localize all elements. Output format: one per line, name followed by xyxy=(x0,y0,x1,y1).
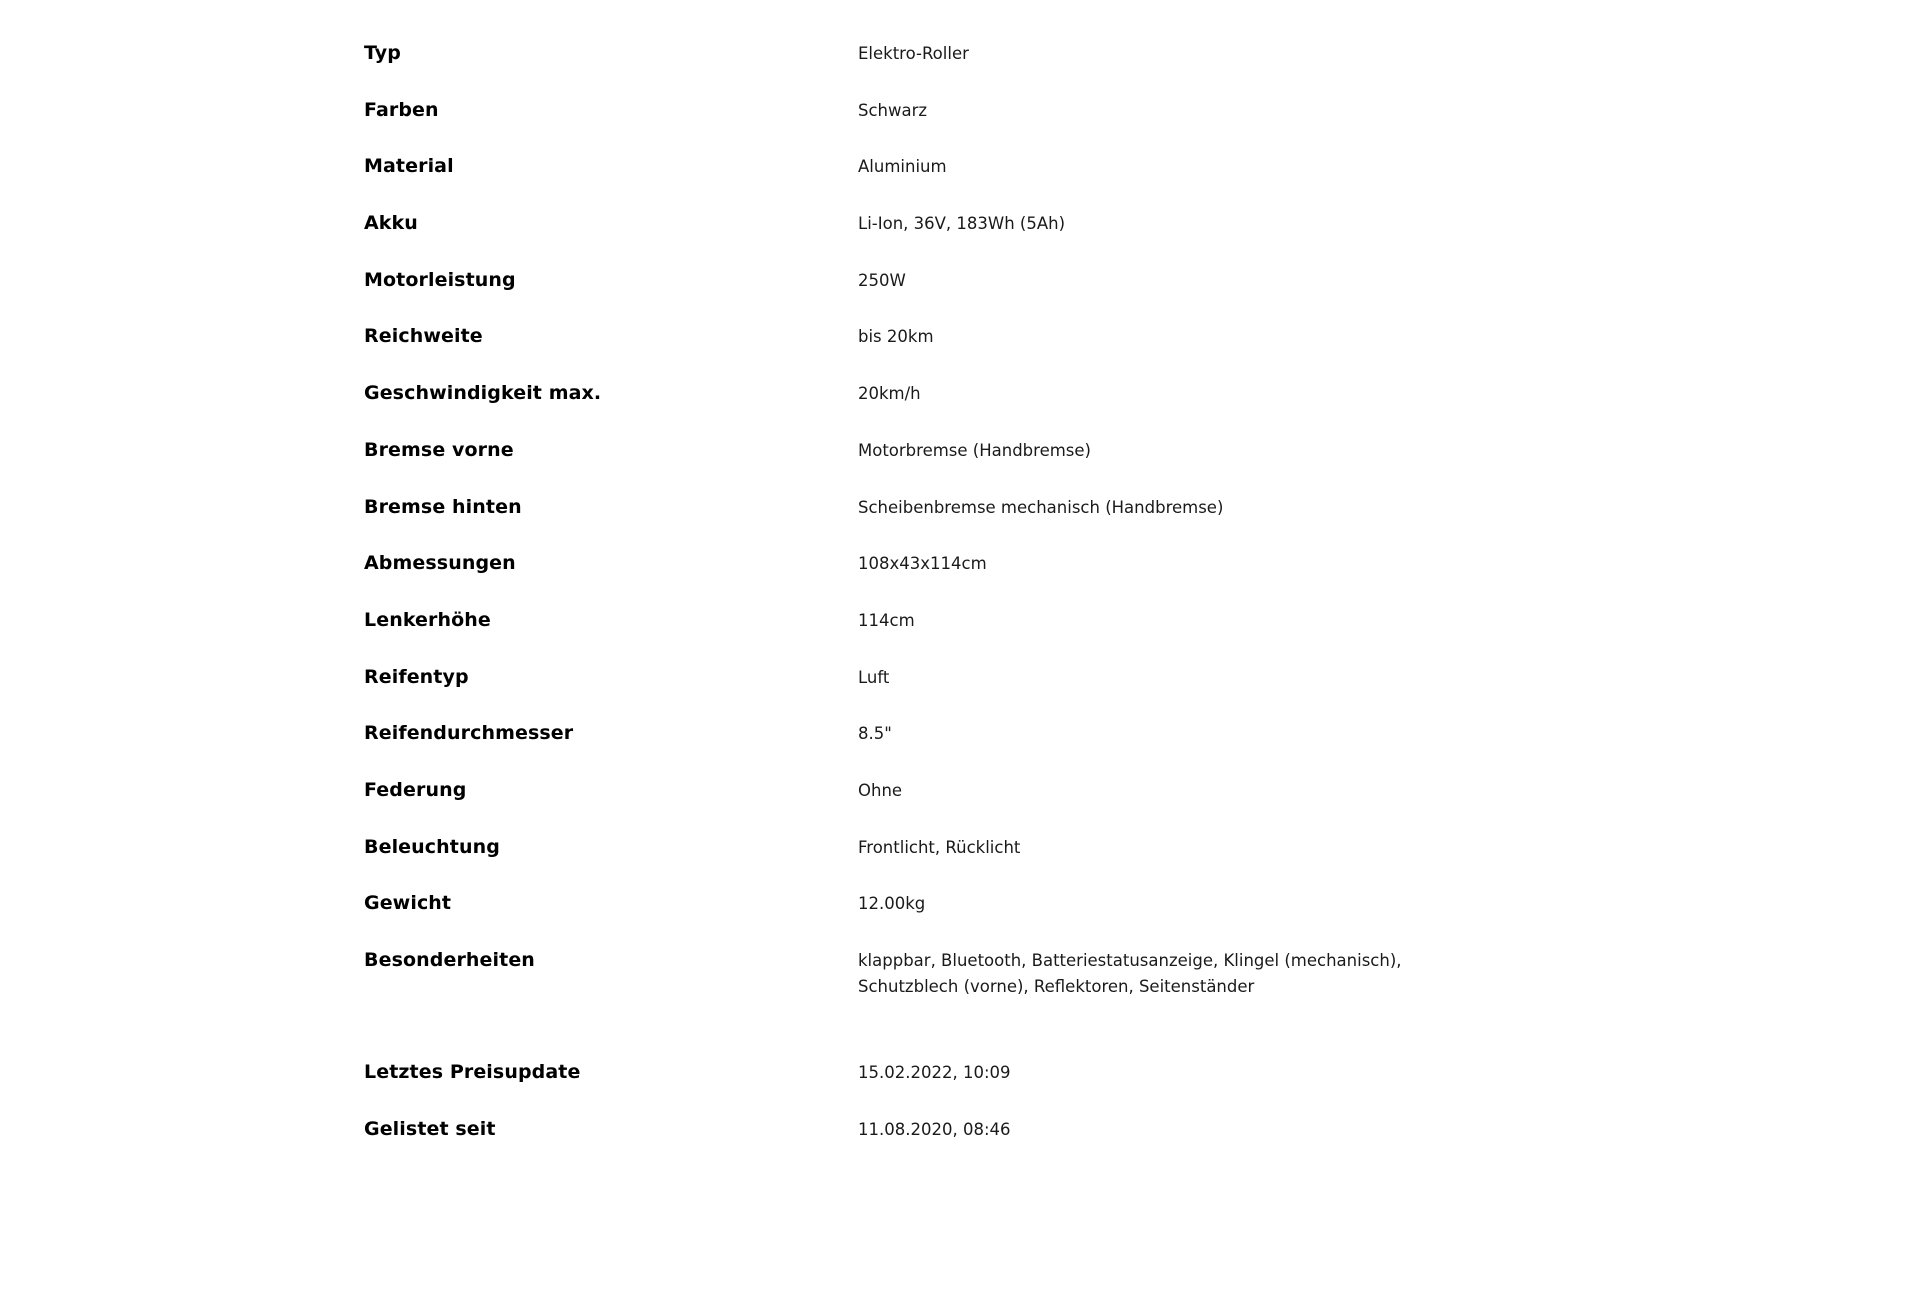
spec-label: Lenkerhöhe xyxy=(364,608,491,631)
spec-value: Schwarz xyxy=(858,100,928,120)
spec-value: 108x43x114cm xyxy=(858,554,987,574)
spec-section-divider xyxy=(364,1035,1464,1059)
spec-value: 12.00kg xyxy=(858,894,926,914)
spec-label: Akku xyxy=(364,212,418,235)
spec-label: Reifendurchmesser xyxy=(364,722,574,745)
spec-label: Besonderheiten xyxy=(364,949,535,971)
spec-row-gewicht xyxy=(364,890,1464,947)
spec-row-abmessungen xyxy=(364,550,1464,607)
spec-row-typ xyxy=(364,40,1464,97)
spec-row-farben xyxy=(364,97,1464,154)
spec-label: Motorleistung xyxy=(364,268,516,291)
spec-value: Ohne xyxy=(858,780,903,800)
spec-label: Typ xyxy=(364,42,401,64)
spec-value: Motorbremse (Handbremse) xyxy=(858,440,1091,460)
spec-value: 20km/h xyxy=(858,384,921,404)
spec-value: Elektro-Roller xyxy=(858,44,969,63)
spec-value: Scheibenbremse mechanisch (Handbremse) xyxy=(858,497,1224,517)
spec-label: Farben xyxy=(364,98,439,121)
spec-value: bis 20km xyxy=(858,327,934,347)
spec-label: Beleuchtung xyxy=(364,835,500,858)
spec-value: 250W xyxy=(858,270,906,290)
spec-row-reichweite xyxy=(364,323,1464,380)
spec-row-material xyxy=(364,153,1464,210)
spec-value: 8.5" xyxy=(858,724,892,744)
spec-label: Material xyxy=(364,155,454,178)
spec-value: Luft xyxy=(858,667,890,687)
meta-row-preisupdate xyxy=(364,1059,1464,1116)
spec-label: Bremse vorne xyxy=(364,438,514,461)
spec-row-federung xyxy=(364,777,1464,834)
spec-label: Geschwindigkeit max. xyxy=(364,382,602,405)
spec-row-bremse-vorne xyxy=(364,437,1464,494)
spec-value: Frontlicht, Rücklicht xyxy=(858,837,1021,857)
spec-row-reifentyp xyxy=(364,664,1464,721)
meta-value: 15.02.2022, 10:09 xyxy=(858,1063,1011,1082)
spec-label: Federung xyxy=(364,778,467,801)
meta-label: Letztes Preisupdate xyxy=(364,1061,581,1083)
spec-label: Abmessungen xyxy=(364,552,516,575)
spec-row-motorleistung xyxy=(364,267,1464,324)
spec-label: Reifentyp xyxy=(364,665,469,688)
spec-row-lenkerhoehe xyxy=(364,607,1464,664)
spec-value: Aluminium xyxy=(858,157,947,177)
spec-row-akku xyxy=(364,210,1464,267)
spec-row-besonderheiten xyxy=(364,947,1464,1035)
spec-row-geschwindigkeit xyxy=(364,380,1464,437)
spec-value: 114cm xyxy=(858,610,915,630)
spec-label: Bremse hinten xyxy=(364,495,522,518)
spec-value: klappbar, Bluetooth, Batteriestatusanzeige, Klingel (mechanisch), Schutzblech (vorne), Reflektoren, Seitenständer xyxy=(858,951,1402,996)
meta-value: 11.08.2020, 08:46 xyxy=(858,1119,1011,1139)
meta-row-gelistet-seit xyxy=(364,1116,1464,1173)
spec-table xyxy=(364,40,1464,1172)
spec-label: Reichweite xyxy=(364,325,483,348)
spec-value: Li-Ion, 36V, 183Wh (5Ah) xyxy=(858,214,1066,234)
spec-row-beleuchtung xyxy=(364,834,1464,891)
spec-row-reifendurchmesser xyxy=(364,720,1464,777)
meta-label: Gelistet seit xyxy=(364,1117,496,1140)
spec-label: Gewicht xyxy=(364,892,452,915)
spec-row-bremse-hinten xyxy=(364,494,1464,551)
